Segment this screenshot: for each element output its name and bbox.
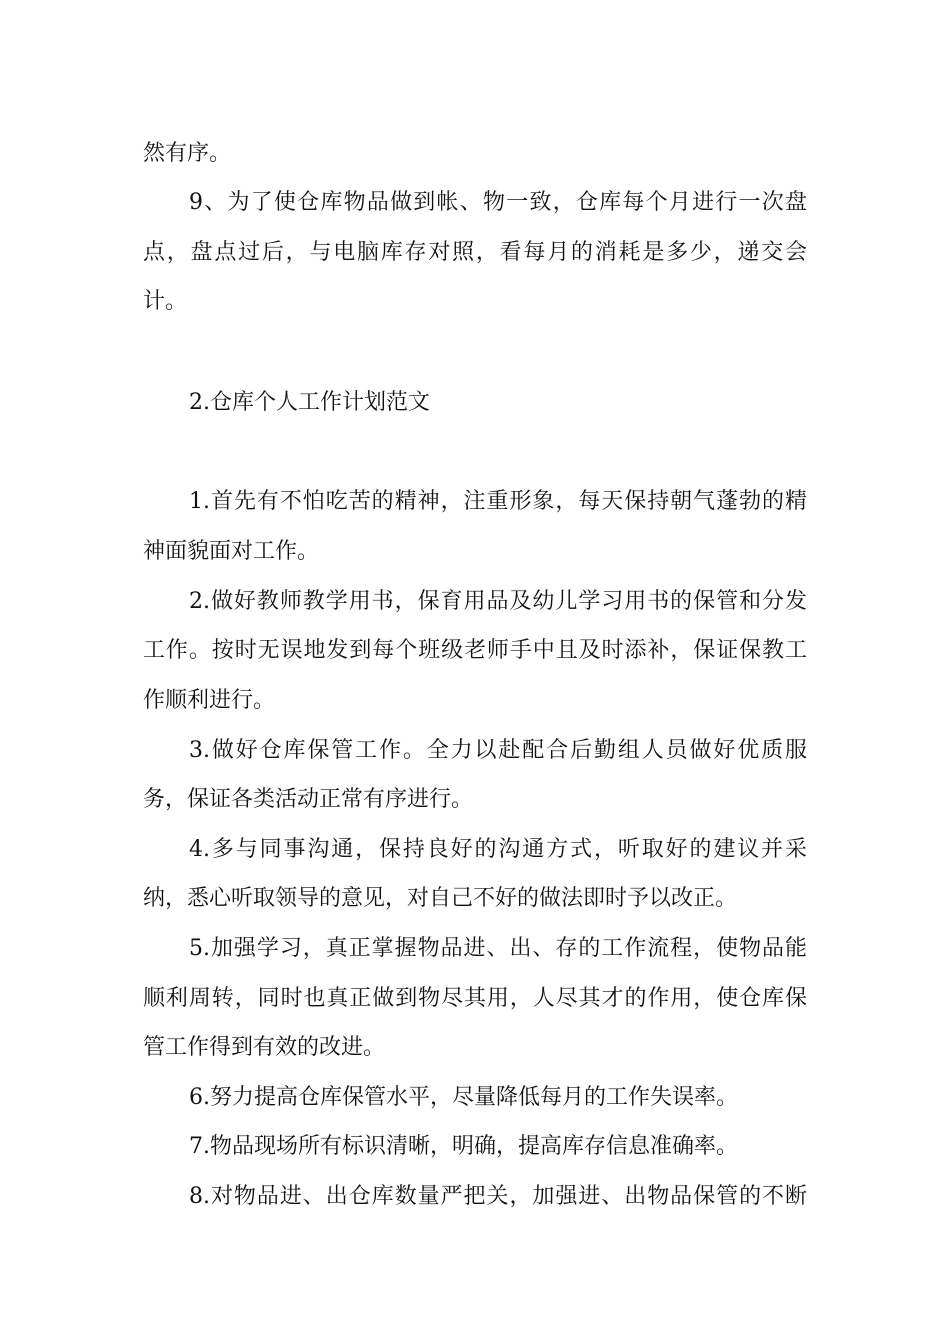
item2-line1: 2.做好教师教学用书，保育用品及幼儿学习用书的保管和分发 [189,589,807,614]
section-title: 2.仓库个人工作计划范文 [189,390,430,415]
item9-line3: 计。 [143,289,188,314]
item3-line1: 3.做好仓库保管工作。全力以赴配合后勤组人员做好优质服 [189,738,807,763]
item2-line2: 工作。按时无误地发到每个班级老师手中且及时添补，保证保教工 [143,638,807,663]
item9-line1: 9、为了使仓库物品做到帐、物一致，仓库每个月进行一次盘 [189,190,807,215]
item2-line3: 作顺利进行。 [143,688,276,713]
item5-line1: 5.加强学习，真正掌握物品进、出、存的工作流程，使物品能 [189,936,807,961]
continuation-line: 然有序。 [143,141,232,166]
item1-line2: 神面貌面对工作。 [143,539,320,564]
item6-line1: 6.努力提高仓库保管水平，尽量降低每月的工作失误率。 [189,1085,738,1110]
item5-line2: 顺利周转，同时也真正做到物尽其用，人尽其才的作用，使仓库保 [143,986,807,1011]
item9-line2: 点，盘点过后，与电脑库存对照，看每月的消耗是多少，递交会 [143,240,807,265]
item8-line1: 8.对物品进、出仓库数量严把关，加强进、出物品保管的不断 [189,1184,807,1209]
item5-line3: 管工作得到有效的改进。 [143,1035,386,1060]
item7-line1: 7.物品现场所有标识清晰，明确，提高库存信息准确率。 [189,1134,738,1159]
item3-line2: 务，保证各类活动正常有序进行。 [143,787,474,812]
item4-line2: 纳，悉心听取领导的意见，对自己不好的做法即时予以改正。 [143,886,738,911]
item4-line1: 4.多与同事沟通，保持良好的沟通方式，听取好的建议并采 [189,837,807,862]
item1-line1: 1.首先有不怕吃苦的精神，注重形象，每天保持朝气蓬勃的精 [189,489,807,514]
